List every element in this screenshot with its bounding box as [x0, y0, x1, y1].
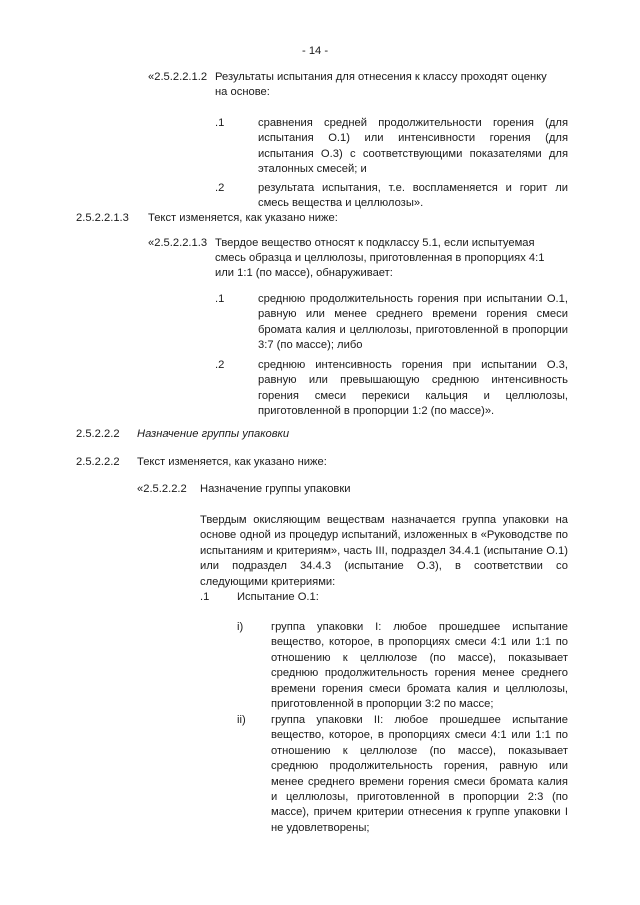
- item-number: .1: [215, 293, 225, 305]
- subitem-number: ii): [237, 714, 246, 726]
- clause-number: «2.5.2.2.1.2: [148, 71, 208, 83]
- item-text: результата испытания, т.е. воспламеняется и горит ли смесь вещества и целлюлозы».: [258, 182, 568, 210]
- clause-text-line: Твердое вещество относят к подклассу 5.1, если испытуемая: [215, 237, 535, 249]
- item-number: .1: [215, 117, 225, 129]
- item-number: .1: [200, 591, 210, 603]
- clause-text-line: на основе:: [215, 86, 270, 98]
- clause-title: Назначение группы упаковки: [200, 483, 351, 495]
- item-text: среднюю интенсивность горения при испытании О.3, равную или превышающую среднюю интенсивность горения смеси перекиси кальция и целлюлозы, приготовленной в пропорции 1:2 (по массе)».: [258, 359, 568, 418]
- item-number: .2: [215, 359, 225, 371]
- subitem-number: i): [237, 621, 244, 633]
- section-number: 2.5.2.2.2: [76, 428, 120, 440]
- subitem-text: группа упаковки II: любое прошедшее испытание вещество, которое, в пропорциях смеси 4:1 или 1:1 по отношению к целлюлозе (по массе), показывает среднюю продолжительность горения, равную или менее среднего времени горения смеси бромата калия и целлюлозы, приготовленной в пропорции 2:3 (по массе), причем критерии отнесения к группе упаковки I не удовлетворены;: [271, 714, 568, 834]
- clause-text-line: Результаты испытания для отнесения к классу проходят оценку: [215, 71, 547, 83]
- clause-text-line: или 1:1 (по массе), обнаруживает:: [215, 267, 393, 279]
- clause-number: «2.5.2.2.2: [137, 483, 187, 495]
- subitem-text: группа упаковки I: любое прошедшее испытание вещество, которое, в пропорциях смеси 4:1 или 1:1 по отношению к целлюлозе (по массе), показывает среднюю продолжительность горения менее среднего времени горения смеси бромата калия и целлюлозы, приготовленной в пропорции 3:2 по массе;: [271, 621, 568, 711]
- section-number: 2.5.2.2.2: [76, 456, 120, 468]
- section-text: Текст изменяется, как указано ниже:: [137, 456, 327, 468]
- section-text: Текст изменяется, как указано ниже:: [148, 212, 338, 224]
- clause-text-line: смесь образца и целлюлозы, приготовленная в пропорциях 4:1: [215, 252, 545, 264]
- item-text: среднюю продолжительность горения при испытании О.1, равную или менее среднего времени горения смеси бромата калия и целлюлозы, приготовленной в пропорции 3:7 (по массе); либо: [258, 293, 568, 352]
- section-heading: Назначение группы упаковки: [137, 428, 290, 440]
- section-number: 2.5.2.2.1.3: [76, 212, 129, 224]
- item-number: .2: [215, 182, 225, 194]
- body-paragraph: Твердым окисляющим веществам назначается группа упаковки на основе одной из процедур испытаний, изложенных в «Руководстве по испытаниям и критериям», часть III, подраздел 34.4.1 (испытание О.1) или подраздел 34.4.3 (испытание О.3), в соответствии со следующими критериями:: [200, 514, 568, 588]
- clause-number: «2.5.2.2.1.3: [148, 237, 208, 249]
- item-text: сравнения средней продолжительности горения (для испытания О.1) или интенсивности горения (для испытания О.3) с соответствующими показателями для эталонных смесей; и: [258, 117, 568, 176]
- page-number: - 14 -: [302, 45, 329, 57]
- item-text: Испытание О.1:: [237, 591, 319, 603]
